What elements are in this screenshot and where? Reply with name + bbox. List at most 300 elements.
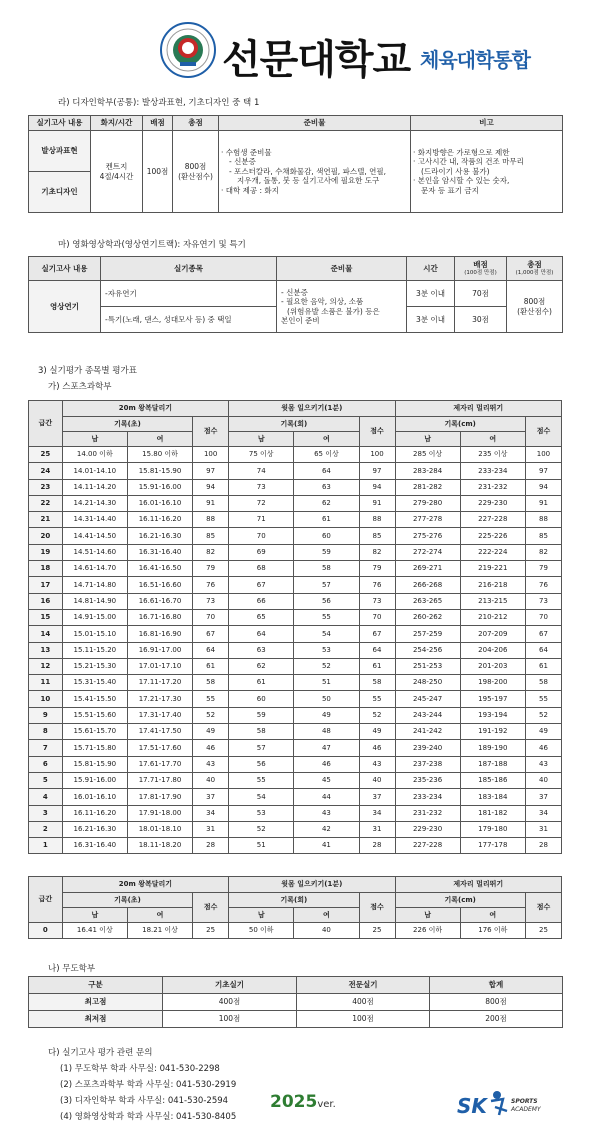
table-cell: 79 — [525, 561, 561, 577]
gender-header: 여 — [127, 432, 192, 447]
table-cell: 222-224 — [460, 544, 525, 560]
table-cell: 34 — [193, 805, 229, 821]
table-row — [29, 642, 562, 658]
table-row — [29, 658, 562, 674]
table-cell: 59 — [294, 544, 359, 560]
table-cell: 64 — [229, 626, 294, 642]
table-cell: 97 — [359, 463, 395, 479]
table-row — [29, 805, 562, 821]
table-cell: 15.41-15.50 — [62, 691, 127, 707]
gender-header: 남 — [62, 432, 127, 447]
gender-header: 남 — [229, 908, 294, 923]
table-cell: 49 — [294, 707, 359, 723]
table-cell: 243-244 — [395, 707, 460, 723]
table-cell: 248-250 — [395, 675, 460, 691]
table-cell: 16.21-16.30 — [62, 821, 127, 837]
grade-cell: 10 — [29, 691, 63, 707]
row-label: 최저점 — [29, 1011, 163, 1028]
table-row — [29, 479, 562, 495]
sk-sub-text: SPORTS — [511, 1098, 538, 1105]
grade-cell: 6 — [29, 756, 63, 772]
score-header: 점수 — [525, 893, 561, 923]
contact-item: (3) 디자인학부 학과 사무실: 041-530-2594 — [60, 1096, 229, 1106]
table-cell: 70 — [229, 528, 294, 544]
col-header: 기초실기 — [163, 977, 297, 994]
table-cell: 72 — [229, 495, 294, 511]
table-cell: 82 — [525, 544, 561, 560]
table-cell: 14.51-14.60 — [62, 544, 127, 560]
table-cell: 16.11-16.20 — [127, 512, 192, 528]
table-row — [29, 463, 562, 479]
table-cell: 67 — [525, 626, 561, 642]
grade-cell: 25 — [29, 447, 63, 463]
table-cell: 18.21 이상 — [127, 923, 192, 939]
table-cell: 237-238 — [395, 756, 460, 772]
table-cell: 219-221 — [460, 561, 525, 577]
table-cell: 31 — [193, 821, 229, 837]
col-header: 배점 — [143, 116, 173, 131]
table-cell: 58 — [193, 675, 229, 691]
table-row — [29, 609, 562, 625]
event-header: 20m 왕복달리기 — [62, 877, 228, 893]
table-cell: 94 — [359, 479, 395, 495]
gender-header: 여 — [294, 908, 359, 923]
table-cell: 91 — [193, 495, 229, 511]
table-cell: 183-184 — [460, 789, 525, 805]
table-cell: 279-280 — [395, 495, 460, 511]
table-cell: 281-282 — [395, 479, 460, 495]
record-header: 기록(초) — [62, 417, 192, 432]
table-cell: 73 — [229, 479, 294, 495]
col-header: 실기고사 내용 — [29, 257, 101, 281]
table-cell: 68 — [229, 561, 294, 577]
table-cell: 63 — [294, 479, 359, 495]
table-cell: 15.91-16.00 — [127, 479, 192, 495]
table-cell: 64 — [294, 463, 359, 479]
table-cell: 14.01-14.10 — [62, 463, 127, 479]
table-cell: 47 — [294, 740, 359, 756]
table-cell: 15.31-15.40 — [62, 675, 127, 691]
sk-logo-text: SK — [457, 1094, 487, 1118]
table-cell: 97 — [525, 463, 561, 479]
table-cell: 14.11-14.20 — [62, 479, 127, 495]
table-cell: 17.31-17.40 — [127, 707, 192, 723]
table-cell: 70 — [525, 609, 561, 625]
table-cell: 56 — [294, 593, 359, 609]
table-row — [29, 756, 562, 772]
table-cell: 51 — [294, 675, 359, 691]
table-cell: 227-228 — [395, 838, 460, 854]
col-header: 전문실기 — [297, 977, 430, 994]
item-cell: -특기(노래, 댄스, 성대모사 등) 중 택일 — [101, 307, 277, 333]
table-cell: 58 — [359, 675, 395, 691]
table-cell: 225-226 — [460, 528, 525, 544]
grade-cell: 5 — [29, 772, 63, 788]
table-cell: 88 — [193, 512, 229, 528]
table-cell: 266-268 — [395, 577, 460, 593]
table-cell: 263-265 — [395, 593, 460, 609]
grade-cell: 2 — [29, 821, 63, 837]
gender-header: 남 — [229, 432, 294, 447]
table-cell: 229-230 — [395, 821, 460, 837]
table-cell: 213-215 — [460, 593, 525, 609]
contact-item: (1) 무도학부 학과 사무실: 041-530-2298 — [60, 1064, 220, 1074]
table-row — [29, 821, 562, 837]
table-cell: 229-230 — [460, 495, 525, 511]
table-cell: 233-234 — [395, 789, 460, 805]
table-row — [29, 838, 562, 854]
table-cell: 177-178 — [460, 838, 525, 854]
grade-cell: 4 — [29, 789, 63, 805]
score-header: 점수 — [525, 417, 561, 447]
table-cell: 17.11-17.20 — [127, 675, 192, 691]
table-cell: 58 — [229, 724, 294, 740]
table-cell: 14.21-14.30 — [62, 495, 127, 511]
table-cell: 185-186 — [460, 772, 525, 788]
grade-cell: 22 — [29, 495, 63, 511]
table-cell: 43 — [525, 756, 561, 772]
film-section-title: 마) 영화영상학과(영상연기트랙): 자유연기 및 특기 — [58, 240, 246, 250]
table-cell: 15.61-15.70 — [62, 724, 127, 740]
grade-header: 급간 — [29, 877, 63, 923]
table-cell: 15.11-15.20 — [62, 642, 127, 658]
table-cell: 34 — [359, 805, 395, 821]
table-cell: 67 — [229, 577, 294, 593]
prep-cell: · 수험생 준비물 - 신분증 - 포스터칼라, 수채화물감, 색연필, 파스텔, 연필, 지우개, 돌통, 붓 등 실기고사에 필요한 도구 · 대학 제공 : 화지 — [219, 131, 411, 213]
grade-cell: 1 — [29, 838, 63, 854]
table-cell: 55 — [193, 691, 229, 707]
table-row — [29, 675, 562, 691]
table-cell: 57 — [294, 577, 359, 593]
table-cell: 283-284 — [395, 463, 460, 479]
grade-cell: 9 — [29, 707, 63, 723]
table-cell: 235-236 — [395, 772, 460, 788]
table-cell: 94 — [193, 479, 229, 495]
table-row — [29, 772, 562, 788]
table-cell: 76 — [193, 577, 229, 593]
table-cell: 61 — [229, 675, 294, 691]
table-cell: 25 — [193, 923, 229, 939]
table-cell: 64 — [359, 642, 395, 658]
table-cell: 16.01-16.10 — [127, 495, 192, 511]
col-header: 준비물 — [277, 257, 407, 281]
grade-cell: 3 — [29, 805, 63, 821]
table-cell: 245-247 — [395, 691, 460, 707]
table-cell: 191-192 — [460, 724, 525, 740]
grade-cell: 17 — [29, 577, 63, 593]
table-cell: 53 — [229, 805, 294, 821]
score-cell: 70점 — [455, 281, 507, 307]
table-cell: 204-206 — [460, 642, 525, 658]
score-header: 점수 — [359, 893, 395, 923]
table-cell: 62 — [229, 658, 294, 674]
record-header: 기록(회) — [229, 893, 359, 908]
table-cell: 59 — [229, 707, 294, 723]
table-cell: 85 — [193, 528, 229, 544]
notes-cell: · 화지방향은 가로형으로 제한 · 고사시간 내, 작품의 건조 마무리 (드라이기 사용 불가) · 본인을 암시할 수 있는 숫자, 문자 등 표기 금지 — [411, 131, 563, 213]
subject-cell: 발상과표현 — [29, 131, 91, 172]
table-cell: 17.51-17.60 — [127, 740, 192, 756]
table-cell: 73 — [525, 593, 561, 609]
table-cell: 17.71-17.80 — [127, 772, 192, 788]
sk-sports-academy-logo — [455, 1085, 555, 1125]
table-cell: 231-232 — [460, 479, 525, 495]
grade-cell: 15 — [29, 609, 63, 625]
event-header: 제자리 멀리뛰기 — [395, 401, 562, 417]
table-cell: 254-256 — [395, 642, 460, 658]
table-cell: 233-234 — [460, 463, 525, 479]
table-cell: 60 — [294, 528, 359, 544]
gender-header: 남 — [395, 432, 460, 447]
table-cell: 17.01-17.10 — [127, 658, 192, 674]
score-header: 점수 — [193, 893, 229, 923]
table-cell: 31 — [359, 821, 395, 837]
gender-header: 여 — [294, 432, 359, 447]
table-cell: 16.11-16.20 — [62, 805, 127, 821]
table-cell: 88 — [525, 512, 561, 528]
table-cell: 42 — [294, 821, 359, 837]
col-header: 비고 — [411, 116, 563, 131]
score-cell: 100점 — [143, 131, 173, 213]
col-header: 시간 — [407, 257, 455, 281]
grade-cell: 24 — [29, 463, 63, 479]
table-cell: 14.31-14.40 — [62, 512, 127, 528]
dance-section-title: 나) 무도학부 — [48, 964, 96, 974]
event-header: 윗몸 일으키기(1분) — [229, 877, 395, 893]
table-cell: 198-200 — [460, 675, 525, 691]
table-cell: 227-228 — [460, 512, 525, 528]
table-cell: 46 — [294, 756, 359, 772]
table-cell: 100 — [525, 447, 561, 463]
table-cell: 257-259 — [395, 626, 460, 642]
table-cell: 15.51-15.60 — [62, 707, 127, 723]
table-cell: 64 — [193, 642, 229, 658]
table-cell: 67 — [359, 626, 395, 642]
table-cell: 43 — [193, 756, 229, 772]
table-cell: 52 — [359, 707, 395, 723]
table-cell: 241-242 — [395, 724, 460, 740]
table-cell: 189-190 — [460, 740, 525, 756]
table-row — [29, 561, 562, 577]
table-cell: 45 — [294, 772, 359, 788]
grade-cell: 16 — [29, 593, 63, 609]
table-cell: 216-218 — [460, 577, 525, 593]
table-cell: 85 — [525, 528, 561, 544]
table-cell: 46 — [359, 740, 395, 756]
table-cell: 200점 — [430, 1011, 563, 1028]
table-cell: 55 — [525, 691, 561, 707]
table-cell: 40 — [294, 923, 359, 939]
dance-table — [28, 976, 563, 1028]
grade-cell: 8 — [29, 724, 63, 740]
table-cell: 14.41-14.50 — [62, 528, 127, 544]
table-cell: 800점 — [430, 994, 563, 1011]
table-cell: 82 — [359, 544, 395, 560]
table-row — [29, 495, 562, 511]
table-cell: 50 이하 — [229, 923, 294, 939]
table-cell: 37 — [525, 789, 561, 805]
grade-cell: 20 — [29, 528, 63, 544]
table-cell: 49 — [359, 724, 395, 740]
table-cell: 210-212 — [460, 609, 525, 625]
total-cell: 800점 (환산점수) — [173, 131, 219, 213]
table-cell: 49 — [193, 724, 229, 740]
grade-cell: 11 — [29, 675, 63, 691]
table-cell: 34 — [525, 805, 561, 821]
table-cell: 16.51-16.60 — [127, 577, 192, 593]
eval-section-title: 3) 실기평가 종목별 평가표 — [38, 366, 137, 376]
table-cell: 28 — [193, 838, 229, 854]
table-cell: 17.41-17.50 — [127, 724, 192, 740]
table-cell: 61 — [525, 658, 561, 674]
table-cell: 85 — [359, 528, 395, 544]
table-cell: 43 — [294, 805, 359, 821]
table-cell: 275-276 — [395, 528, 460, 544]
table-cell: 17.21-17.30 — [127, 691, 192, 707]
score-header: 점수 — [359, 417, 395, 447]
brand-title: 선문대학교 — [222, 37, 411, 83]
table-row — [29, 789, 562, 805]
table-cell: 48 — [294, 724, 359, 740]
table-cell: 179-180 — [460, 821, 525, 837]
table-cell: 16.31-16.40 — [62, 838, 127, 854]
grade-cell: 23 — [29, 479, 63, 495]
table-cell: 71 — [229, 512, 294, 528]
table-cell: 14.91-15.00 — [62, 609, 127, 625]
table-row — [29, 724, 562, 740]
table-cell: 100점 — [163, 1011, 297, 1028]
table-cell: 55 — [229, 772, 294, 788]
subject-cell: 기초디자인 — [29, 172, 91, 213]
table-row — [29, 577, 562, 593]
table-cell: 52 — [193, 707, 229, 723]
table-cell: 100 — [359, 447, 395, 463]
table-cell: 15.81-15.90 — [62, 756, 127, 772]
table-cell: 235 이상 — [460, 447, 525, 463]
table-cell: 40 — [193, 772, 229, 788]
table-cell: 176 이하 — [460, 923, 525, 939]
brand-subtitle: 체육대학통합 — [420, 48, 530, 72]
table-cell: 97 — [193, 463, 229, 479]
table-cell: 195-197 — [460, 691, 525, 707]
table-cell: 65 — [229, 609, 294, 625]
table-cell: 91 — [359, 495, 395, 511]
table-cell: 52 — [294, 658, 359, 674]
table-cell: 15.01-15.10 — [62, 626, 127, 642]
table-cell: 28 — [359, 838, 395, 854]
table-cell: 260-262 — [395, 609, 460, 625]
table-cell: 16.41-16.50 — [127, 561, 192, 577]
grade-cell: 19 — [29, 544, 63, 560]
col-header: 실기종목 — [101, 257, 277, 281]
grade-cell: 7 — [29, 740, 63, 756]
table-cell: 14.71-14.80 — [62, 577, 127, 593]
table-cell: 63 — [229, 642, 294, 658]
table-row — [29, 691, 562, 707]
table-cell: 14.00 이하 — [62, 447, 127, 463]
design-section-title: 라) 디자인학부(공통): 발상과표현, 기초디자인 중 택 1 — [58, 98, 260, 108]
table-cell: 75 이상 — [229, 447, 294, 463]
table-row — [29, 544, 562, 560]
score-header: 점수 — [193, 417, 229, 447]
table-cell: 100 — [193, 447, 229, 463]
table-cell: 53 — [294, 642, 359, 658]
table-cell: 88 — [359, 512, 395, 528]
col-header: 화지/시간 — [91, 116, 143, 131]
row-label: 최고점 — [29, 994, 163, 1011]
gender-header: 여 — [460, 908, 525, 923]
table-cell: 70 — [359, 609, 395, 625]
table-cell: 46 — [525, 740, 561, 756]
grade-header: 급간 — [29, 401, 63, 447]
table-cell: 91 — [525, 495, 561, 511]
table-row — [29, 707, 562, 723]
table-cell: 15.81-15.90 — [127, 463, 192, 479]
table-cell: 400점 — [163, 994, 297, 1011]
table-cell: 14.81-14.90 — [62, 593, 127, 609]
table-cell: 15.21-15.30 — [62, 658, 127, 674]
table-cell: 251-253 — [395, 658, 460, 674]
grade-table — [28, 400, 562, 854]
prep-cell: - 신분증 - 필요한 음악, 의상, 소품 (위험유발 소품은 불가) 등은 본인이 준비 — [277, 281, 407, 333]
item-cell: -자유연기 — [101, 281, 277, 307]
table-cell: 54 — [294, 626, 359, 642]
event-header: 윗몸 일으키기(1분) — [229, 401, 395, 417]
table-cell: 15.71-15.80 — [62, 740, 127, 756]
grade-cell: 0 — [29, 923, 63, 939]
table-cell: 61 — [193, 658, 229, 674]
table-cell: 76 — [525, 577, 561, 593]
table-cell: 64 — [525, 642, 561, 658]
col-header: 총점 (1,000점 만점) — [507, 257, 563, 281]
table-cell: 58 — [525, 675, 561, 691]
university-seal-icon — [160, 22, 216, 78]
design-table — [28, 115, 563, 213]
table-cell: 25 — [525, 923, 561, 939]
table-row — [29, 593, 562, 609]
record-header: 기록(회) — [229, 417, 359, 432]
table-cell: 16.71-16.80 — [127, 609, 192, 625]
table-cell: 61 — [359, 658, 395, 674]
table-cell: 16.81-16.90 — [127, 626, 192, 642]
grade-zero-table — [28, 876, 562, 939]
table-cell: 65 이상 — [294, 447, 359, 463]
table-cell: 100점 — [297, 1011, 430, 1028]
table-cell: 16.41 이상 — [62, 923, 127, 939]
col-header: 배점 (100점 만점) — [455, 257, 507, 281]
table-cell: 52 — [229, 821, 294, 837]
table-cell: 60 — [229, 691, 294, 707]
table-row — [29, 447, 562, 463]
eval-section-subtitle: 가) 스포츠과학부 — [48, 382, 112, 392]
table-cell: 44 — [294, 789, 359, 805]
table-cell: 193-194 — [460, 707, 525, 723]
grade-cell: 21 — [29, 512, 63, 528]
table-cell: 49 — [525, 724, 561, 740]
total-cell: 800점 (환산점수) — [507, 281, 563, 333]
table-cell: 82 — [193, 544, 229, 560]
table-cell: 76 — [359, 577, 395, 593]
table-row — [29, 528, 562, 544]
time-cell: 3분 이내 — [407, 281, 455, 307]
table-cell: 16.31-16.40 — [127, 544, 192, 560]
table-cell: 285 이상 — [395, 447, 460, 463]
table-cell: 79 — [193, 561, 229, 577]
table-cell: 55 — [359, 691, 395, 707]
table-cell: 226 이하 — [395, 923, 460, 939]
table-cell: 272-274 — [395, 544, 460, 560]
event-header: 20m 왕복달리기 — [62, 401, 228, 417]
